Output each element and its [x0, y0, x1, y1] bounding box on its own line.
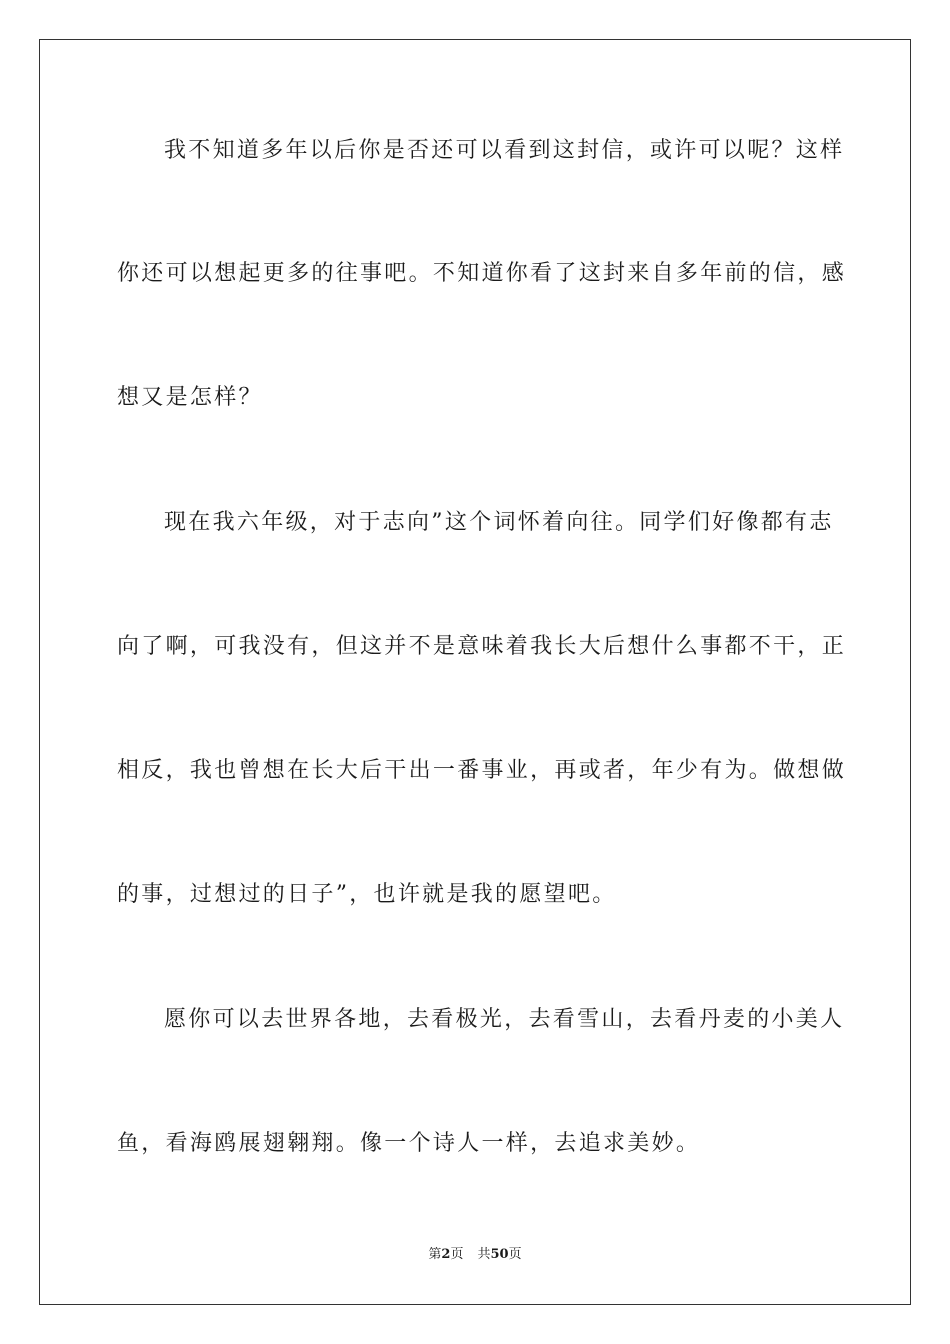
total-suffix: 页 [508, 1247, 522, 1262]
paragraph-1-line-3: 想又是怎样？ [117, 385, 263, 410]
page-number: 2 [441, 1247, 451, 1262]
paragraph-3-line-2: 鱼，看海鸥展翅翱翔。像一个诗人一样，去追求美妙。 [117, 1131, 701, 1156]
total-pages: 50 [490, 1247, 509, 1262]
paragraph-2-line-3: 相反，我也曾想在长大后干出一番事业，再或者，年少有为。做想做 [117, 758, 847, 783]
paragraph-2-line-2: 向了啊，可我没有，但这并不是意味着我长大后想什么事都不干，正 [117, 634, 847, 659]
total-prefix: 共 [477, 1247, 491, 1262]
paragraph-3-line-1: 愿你可以去世界各地，去看极光，去看雪山，去看丹麦的小美人 [164, 1007, 845, 1032]
page-prefix: 第 [428, 1247, 442, 1262]
page-suffix: 页 [450, 1247, 464, 1262]
page-footer [0, 1246, 950, 1264]
paragraph-2-line-4: 的事，过想过的日子”，也许就是我的愿望吧。 [117, 882, 617, 907]
paragraph-1-line-2: 你还可以想起更多的往事吧。不知道你看了这封来自多年前的信，感 [117, 261, 847, 286]
paragraph-2-line-1: 现在我六年级，对于志向”这个词怀着向往。同学们好像都有志 [164, 510, 834, 535]
paragraph-1-line-1: 我不知道多年以后你是否还可以看到这封信，或许可以呢？这样 [164, 138, 845, 163]
page-border [39, 39, 911, 1305]
